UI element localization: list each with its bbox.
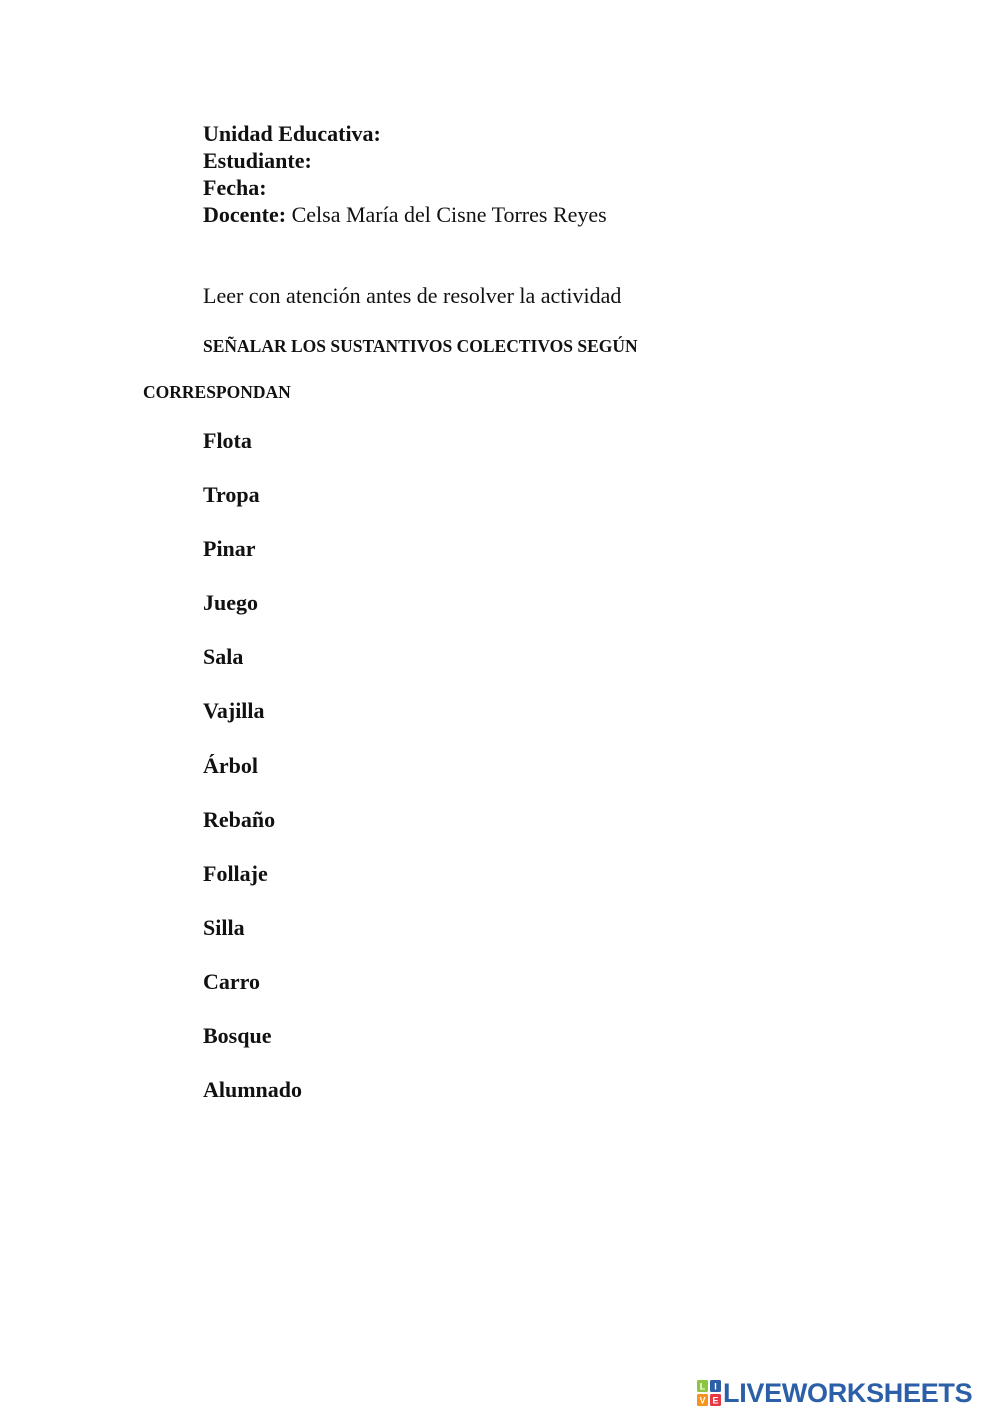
header-field-teacher bbox=[203, 201, 607, 228]
svg-text:V: V bbox=[699, 1395, 706, 1406]
task-title-line1: SEÑALAR LOS SUSTANTIVOS COLECTIVOS SEGÚN bbox=[203, 336, 638, 356]
brand-name bbox=[723, 1378, 972, 1408]
word-list bbox=[203, 427, 302, 1130]
word-item[interactable]: Flota bbox=[203, 428, 252, 453]
word-item[interactable]: Pinar bbox=[203, 536, 256, 562]
word-item[interactable]: Sala bbox=[203, 644, 244, 670]
svg-text:L: L bbox=[699, 1381, 706, 1392]
field-label: Estudiante: bbox=[203, 148, 312, 173]
word-item[interactable]: Alumnado bbox=[203, 1077, 303, 1103]
word-item[interactable]: Tropa bbox=[203, 482, 260, 508]
svg-text:E: E bbox=[712, 1395, 719, 1406]
field-label: Docente: bbox=[203, 202, 287, 227]
task-title-line2: CORRESPONDAN bbox=[143, 382, 291, 402]
field-label: Fecha: bbox=[203, 175, 267, 200]
svg-text:I: I bbox=[714, 1381, 717, 1392]
header-field-date bbox=[203, 174, 607, 201]
liveworksheets-logo-icon bbox=[697, 1380, 721, 1406]
field-value: Celsa María del Cisne Torres Reyes bbox=[291, 202, 607, 227]
word-item[interactable]: Silla bbox=[203, 914, 245, 940]
header-block bbox=[203, 120, 607, 228]
field-label: Unidad Educativa: bbox=[203, 121, 381, 146]
header-field-school bbox=[203, 120, 607, 147]
word-item[interactable]: Follaje bbox=[203, 860, 268, 886]
word-item[interactable]: Vajilla bbox=[203, 698, 265, 724]
word-item[interactable]: Árbol bbox=[203, 752, 258, 778]
instruction-text: Leer con atención antes de resolver la actividad bbox=[203, 283, 622, 308]
word-item[interactable]: Bosque bbox=[203, 1023, 272, 1049]
word-item[interactable]: Juego bbox=[203, 590, 258, 616]
brand-name-part2: WORKSHEETS bbox=[781, 1378, 973, 1408]
word-item[interactable]: Rebaño bbox=[203, 806, 276, 832]
word-item[interactable]: Carro bbox=[203, 968, 261, 994]
brand-name-part1: LIVE bbox=[723, 1378, 782, 1408]
header-field-student bbox=[203, 147, 607, 174]
liveworksheets-brand bbox=[697, 1378, 972, 1408]
